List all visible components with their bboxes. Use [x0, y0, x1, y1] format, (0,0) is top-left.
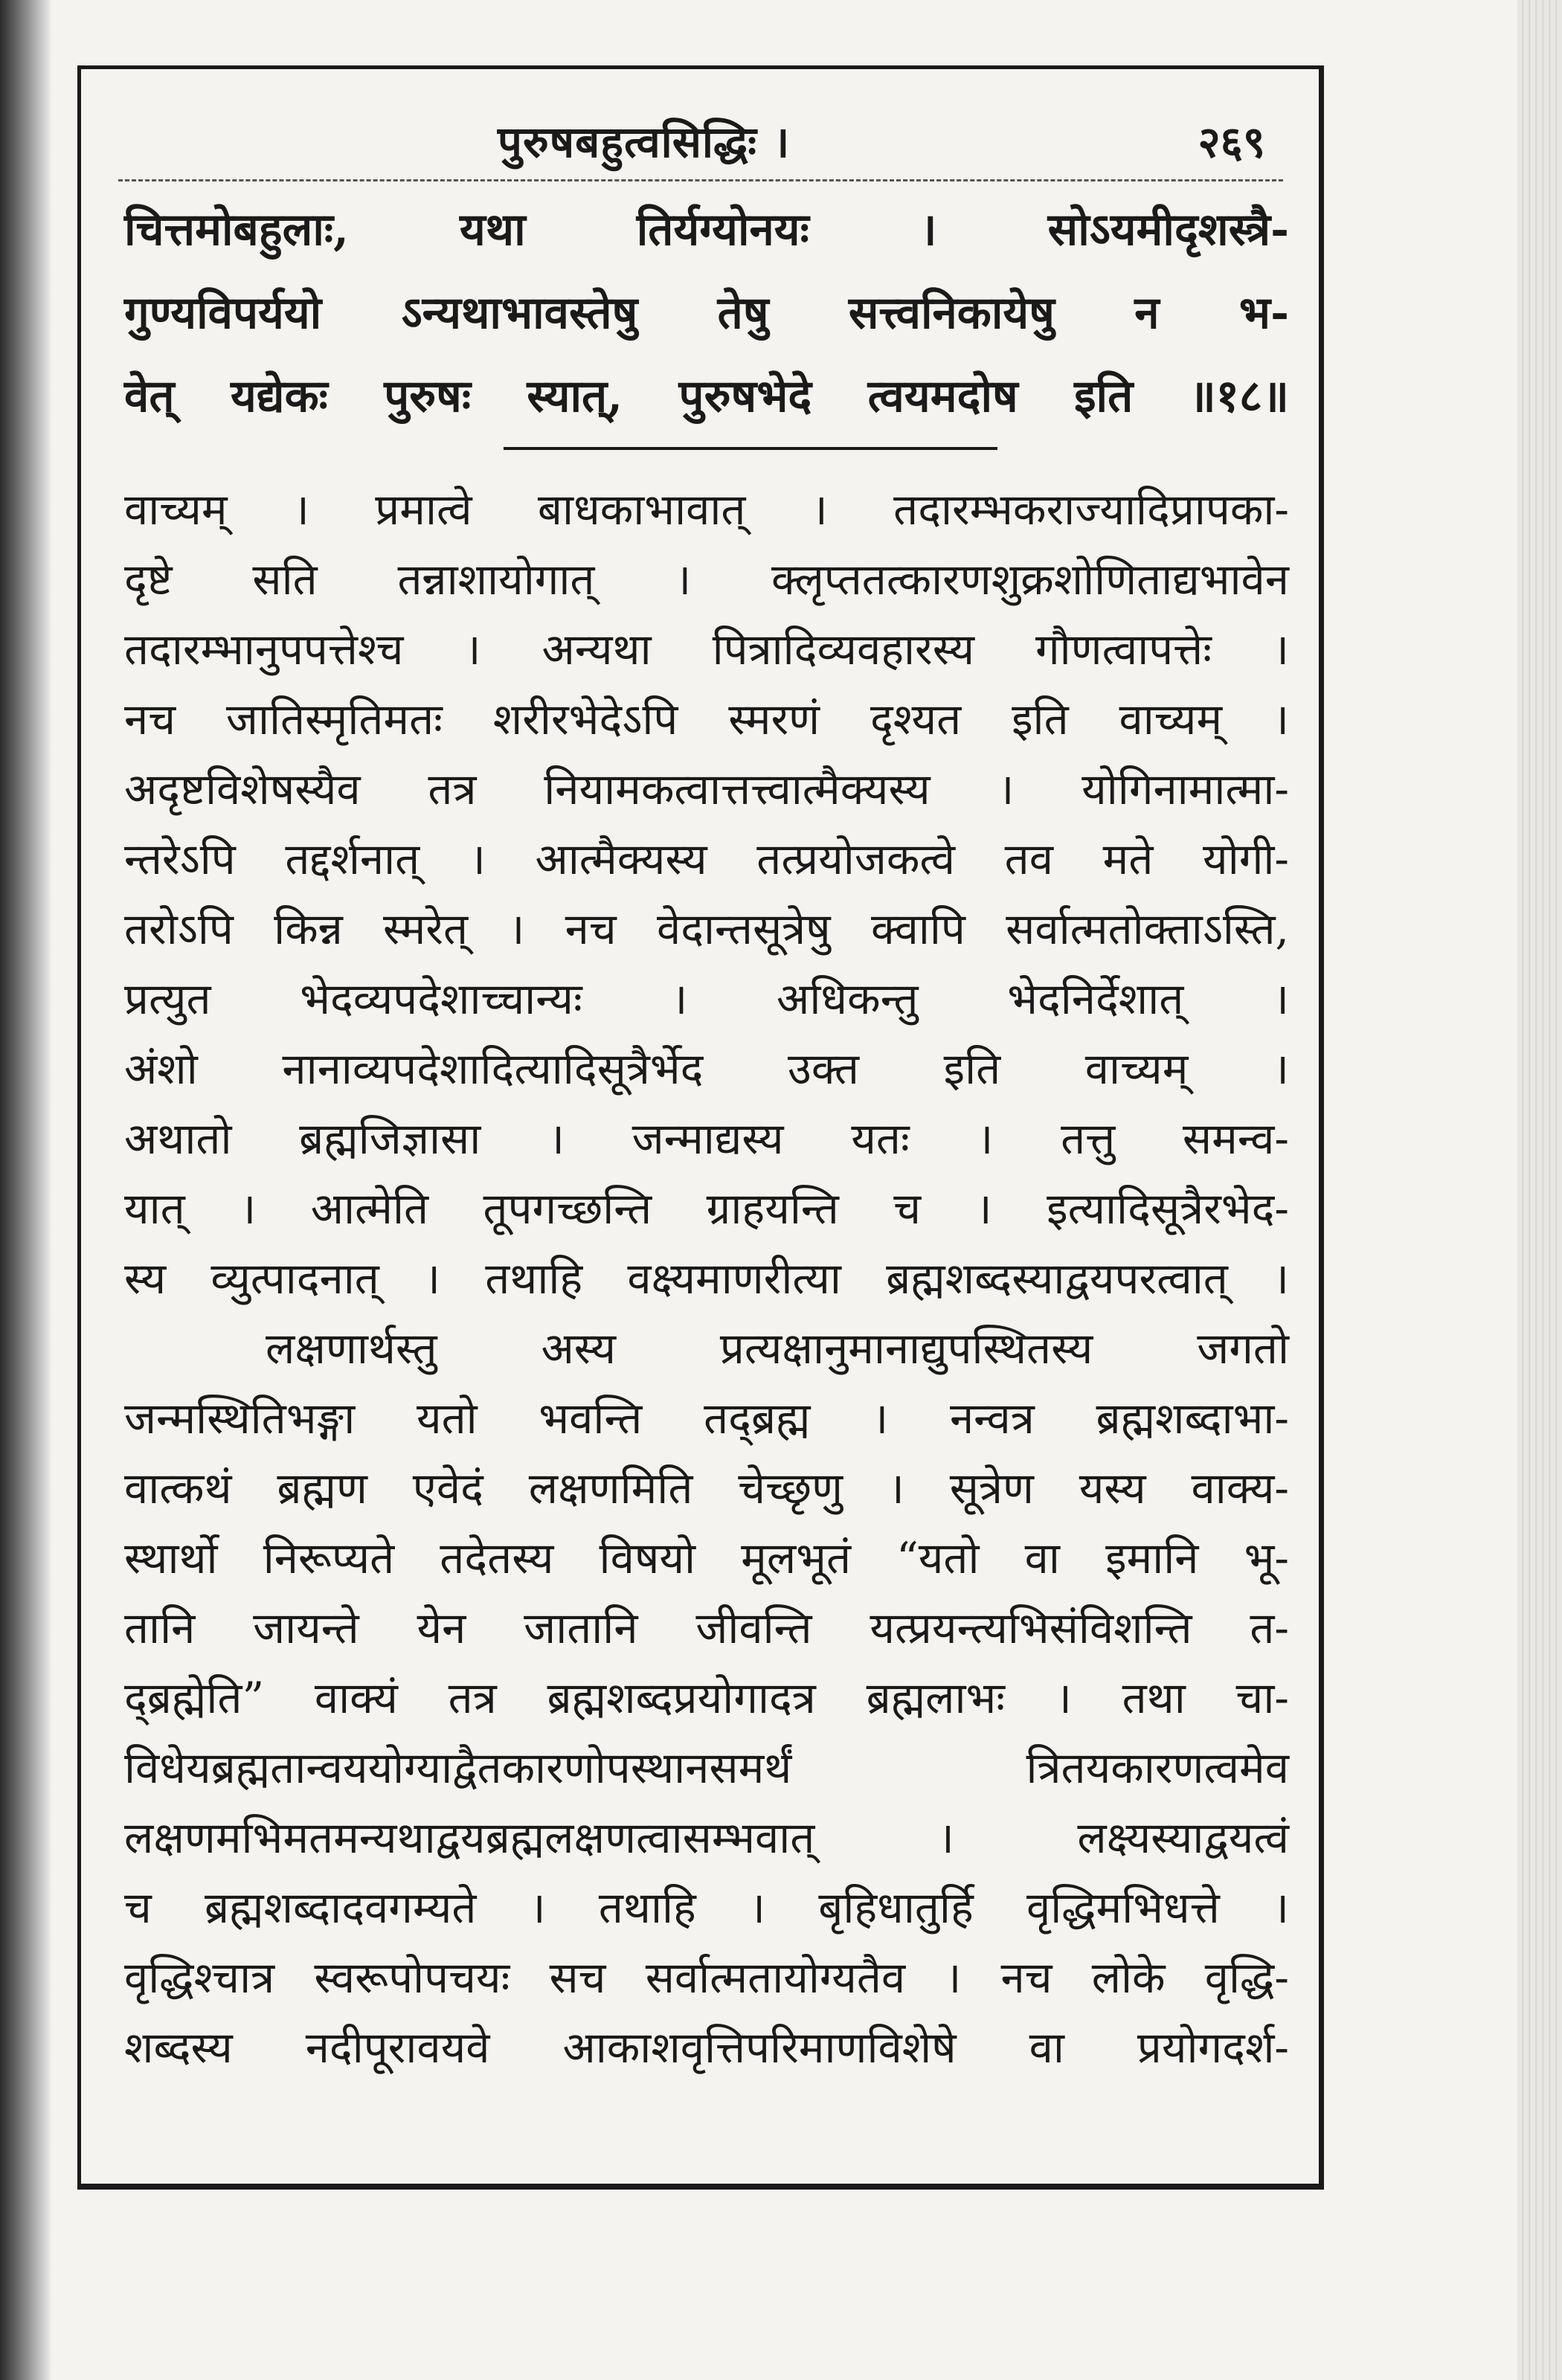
running-head [81, 111, 1319, 178]
page-frame [77, 65, 1324, 2190]
text-line: चित्तमोबहुलाः, यथा तिर्यग्योनयः । सोऽयमीदृशस्त्रै- [124, 204, 1289, 256]
text-line: च ब्रह्मशब्दादवगम्यते । तथाहि । बृहिधातुर्हि वृद्धिमभिधत्ते । [124, 1882, 1289, 1933]
text-line: नच जातिस्मृतिमतः शरीरभेदेऽपि स्मरणं दृश्यत इति वाच्यम् । [124, 694, 1289, 744]
section-divider [504, 447, 997, 450]
text-line: वृद्धिश्चात्र स्वरूपोपचयः सच सर्वात्मतायोग्यतैव । नच लोके वृद्धि- [124, 1952, 1289, 2003]
text-line: लक्षणमभिमतमन्यथाद्वयब्रह्मलक्षणत्वासम्भवात् । लक्ष्यस्याद्वयत्वं [124, 1813, 1289, 1863]
text-line: द्ब्रह्मेति” वाक्यं तत्र ब्रह्मशब्दप्रयोगादत्र ब्रह्मलाभः । तथा चा- [124, 1673, 1289, 1723]
running-head-title: पुरुषबहुत्वसिद्धिः । [498, 117, 791, 167]
text-line: न्तरेऽपि तद्दर्शनात् । आत्मैक्यस्य तत्प्रयोजकत्वे तव मते योगी- [124, 834, 1289, 884]
page-edge [1517, 0, 1562, 2380]
text-line: शब्दस्य नदीपूरावयवे आकाशवृत्तिपरिमाणविशेषे वा प्रयोगदर्श- [124, 2022, 1289, 2073]
text-line: वात्कथं ब्रह्मण एवेदं लक्षणमिति चेच्छृणु । सूत्रेण यस्य वाक्य- [124, 1463, 1289, 1514]
text-line: वेत् यद्येकः पुरुषः स्यात्, पुरुषभेदे त्वयमदोष इति ॥१८॥ [124, 370, 1289, 422]
text-line: यात् । आत्मेति तूपगच्छन्ति ग्राहयन्ति च । इत्यादिसूत्रैरभेद- [124, 1183, 1289, 1234]
header-dashed-rule [118, 179, 1283, 181]
text-line: वाच्यम् । प्रमात्वे बाधकाभावात् । तदारम्भकराज्यादिप्रापका- [124, 484, 1289, 535]
text-line: अदृष्टविशेषस्यैव तत्र नियामकत्वात्तत्त्वात्मैक्यस्य । योगिनामात्मा- [124, 764, 1289, 814]
text-line-indented: लक्षणार्थस्तु अस्य प्रत्यक्षानुमानाद्युपस्थितस्य जगतो [266, 1323, 1289, 1374]
text-line: स्थार्थो निरूप्यते तदेतस्य विषयो मूलभूतं “यतो वा इमानि भू- [124, 1533, 1289, 1583]
page-number: २६९ [1198, 117, 1265, 167]
text-line: जन्मस्थितिभङ्गा यतो भवन्ति तद्ब्रह्म । नन्वत्र ब्रह्मशब्दाभा- [124, 1393, 1289, 1444]
top-paragraph [124, 188, 1289, 438]
text-line: तरोऽपि किन्न स्मरेत् । नच वेदान्तसूत्रेषु क्वापि सर्वात्मतोक्ताऽस्ति, [124, 904, 1289, 954]
text-line: तदारम्भानुपपत्तेश्च । अन्यथा पित्रादिव्यवहारस्य गौणत्वापत्तेः । [124, 624, 1289, 675]
text-line: स्य व्युत्पादनात् । तथाहि वक्ष्यमाणरीत्या ब्रह्मशब्दस्याद्वयपरत्वात् । [124, 1253, 1289, 1304]
main-text [124, 475, 1289, 2082]
text-line: तानि जायन्ते येन जातानि जीवन्ति यत्प्रयन्त्यभिसंविशन्ति त- [124, 1603, 1289, 1653]
text-line: विधेयब्रह्मतान्वययोग्याद्वैतकारणोपस्थानसमर्थं त्रितयकारणत्वमेव [124, 1743, 1289, 1793]
text-line: प्रत्युत भेदव्यपदेशाच्चान्यः । अधिकन्तु भेदनिर्देशात् । [124, 974, 1289, 1024]
book-binding-shadow [0, 0, 52, 2380]
text-line: गुण्यविपर्ययो ऽन्यथाभावस्तेषु तेषु सत्त्वनिकायेषु न भ- [124, 287, 1289, 339]
text-line: दृष्टे सति तन्नाशायोगात् । क्लृप्ततत्कारणशुक्रशोणिताद्यभावेन [124, 554, 1289, 605]
text-line: अथातो ब्रह्मजिज्ञासा । जन्माद्यस्य यतः । तत्तु समन्व- [124, 1113, 1289, 1164]
text-line: अंशो नानाव्यपदेशादित्यादिसूत्रैर्भेद उक्त इति वाच्यम् । [124, 1043, 1289, 1094]
